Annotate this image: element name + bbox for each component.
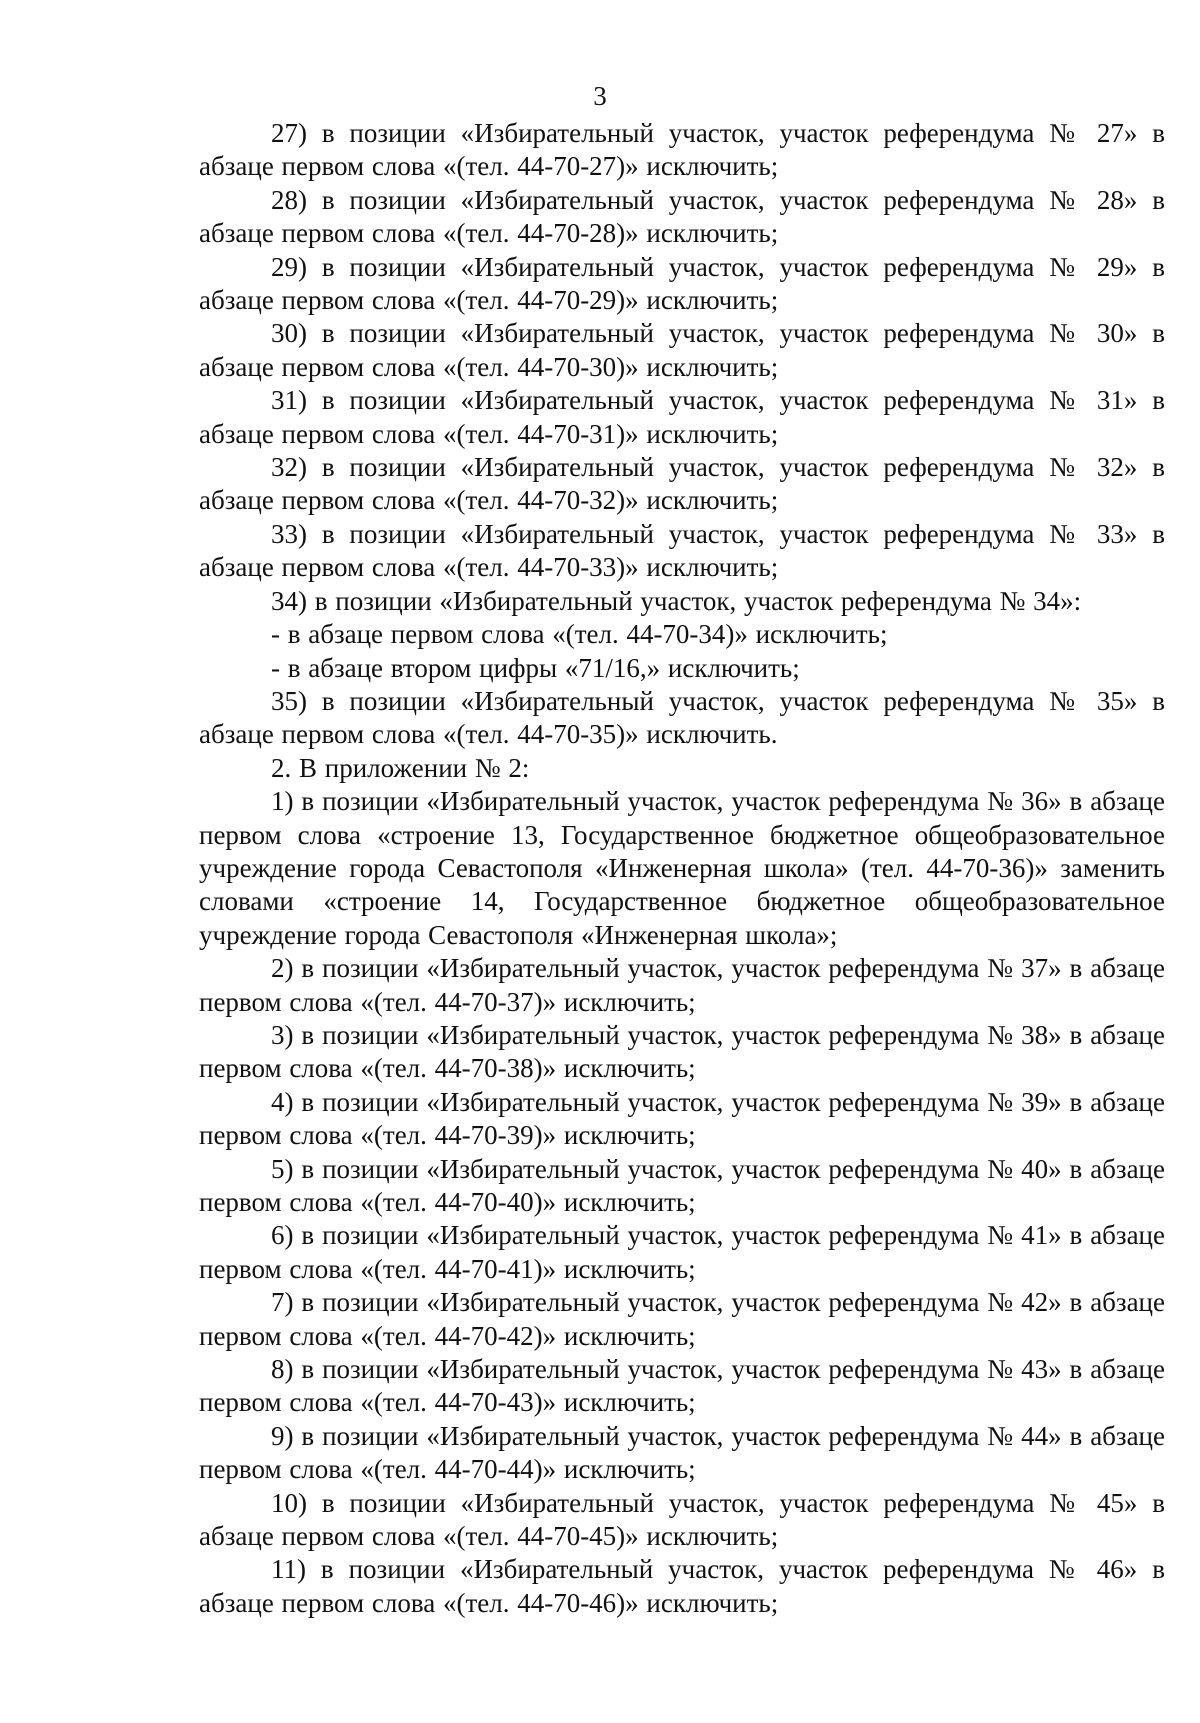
paragraph-appendix2-item-11: 11) в позиции «Избирательный участок, участок референдума № 46» в абзаце первом слова «(тел. 44-70-46)» исключить;: [199, 1554, 1165, 1618]
paragraph-item-28: 28) в позиции «Избирательный участок, участок референдума № 28» в абзаце первом слова «(тел. 44-70-28)» исключить;: [199, 184, 1165, 249]
paragraph-item-34-sub-2: - в абзаце втором цифры «71/16,» исключить;: [271, 652, 800, 683]
paragraph-item-31: 31) в позиции «Избирательный участок, участок референдума № 31» в абзаце первом слова «(тел. 44-70-31)» исключить;: [199, 385, 1165, 449]
paragraph-appendix2-item-7: 7) в позиции «Избирательный участок, участок референдума № 42» в абзаце первом слова «(тел. 44-70-42)» исключить;: [199, 1287, 1165, 1351]
paragraph-item-35: 35) в позиции «Избирательный участок, участок референдума № 35» в абзаце первом слова «(тел. 44-70-35)» исключить.: [199, 685, 1165, 750]
paragraph-appendix2-item-8: 8) в позиции «Избирательный участок, участок референдума № 43» в абзаце первом слова «(тел. 44-70-43)» исключить;: [199, 1354, 1165, 1418]
paragraph-appendix2-item-10: 10) в позиции «Избирательный участок, участок референдума № 45» в абзаце первом слова «(тел. 44-70-45)» исключить;: [199, 1487, 1165, 1552]
page-number: 3: [593, 81, 607, 111]
paragraph-item-34: 34) в позиции «Избирательный участок, участок референдума № 34»:: [271, 585, 1082, 616]
paragraph-appendix2-item-5: 5) в позиции «Избирательный участок, участок референдума № 40» в абзаце первом слова «(тел. 44-70-40)» исключить;: [199, 1153, 1165, 1217]
section-heading-appendix-2: 2. В приложении № 2:: [271, 752, 530, 783]
paragraph-appendix2-item-3: 3) в позиции «Избирательный участок, участок референдума № 38» в абзаце первом слова «(тел. 44-70-38)» исключить;: [199, 1019, 1165, 1084]
paragraph-item-27: 27) в позиции «Избирательный участок, участок референдума № 27» в абзаце первом слова «(тел. 44-70-27)» исключить;: [199, 118, 1165, 182]
paragraph-item-34-sub-1: - в абзаце первом слова «(тел. 44-70-34)» исключить;: [271, 619, 888, 650]
paragraph-appendix2-item-1: 1) в позиции «Избирательный участок, участок референдума № 36» в абзаце первом слова «строение 13, Государственное бюджетное общеобразовательное учреждение города Севастополя «Инженерная школа» (тел. 44-70-36)» заменить словами «строение 14, Государственное бюджетное общеобразовательное учреждение города Севастополя «Инженерная школа»;: [199, 786, 1165, 950]
paragraph-appendix2-item-4: 4) в позиции «Избирательный участок, участок референдума № 39» в абзаце первом слова «(тел. 44-70-39)» исключить;: [199, 1086, 1165, 1151]
paragraph-item-32: 32) в позиции «Избирательный участок, участок референдума № 32» в абзаце первом слова «(тел. 44-70-32)» исключить;: [199, 452, 1165, 516]
paragraph-item-30: 30) в позиции «Избирательный участок, участок референдума № 30» в абзаце первом слова «(тел. 44-70-30)» исключить;: [199, 318, 1165, 382]
paragraph-appendix2-item-6: 6) в позиции «Избирательный участок, участок референдума № 41» в абзаце первом слова «(тел. 44-70-41)» исключить;: [199, 1220, 1165, 1284]
paragraph-appendix2-item-9: 9) в позиции «Избирательный участок, участок референдума № 44» в абзаце первом слова «(тел. 44-70-44)» исключить;: [199, 1420, 1165, 1485]
paragraph-item-33: 33) в позиции «Избирательный участок, участок референдума № 33» в абзаце первом слова «(тел. 44-70-33)» исключить;: [199, 518, 1165, 583]
paragraph-item-29: 29) в позиции «Избирательный участок, участок референдума № 29» в абзаце первом слова «(тел. 44-70-29)» исключить;: [199, 251, 1165, 316]
document-body: [199, 117, 1165, 1620]
paragraph-appendix2-item-2: 2) в позиции «Избирательный участок, участок референдума № 37» в абзаце первом слова «(тел. 44-70-37)» исключить;: [199, 953, 1165, 1017]
